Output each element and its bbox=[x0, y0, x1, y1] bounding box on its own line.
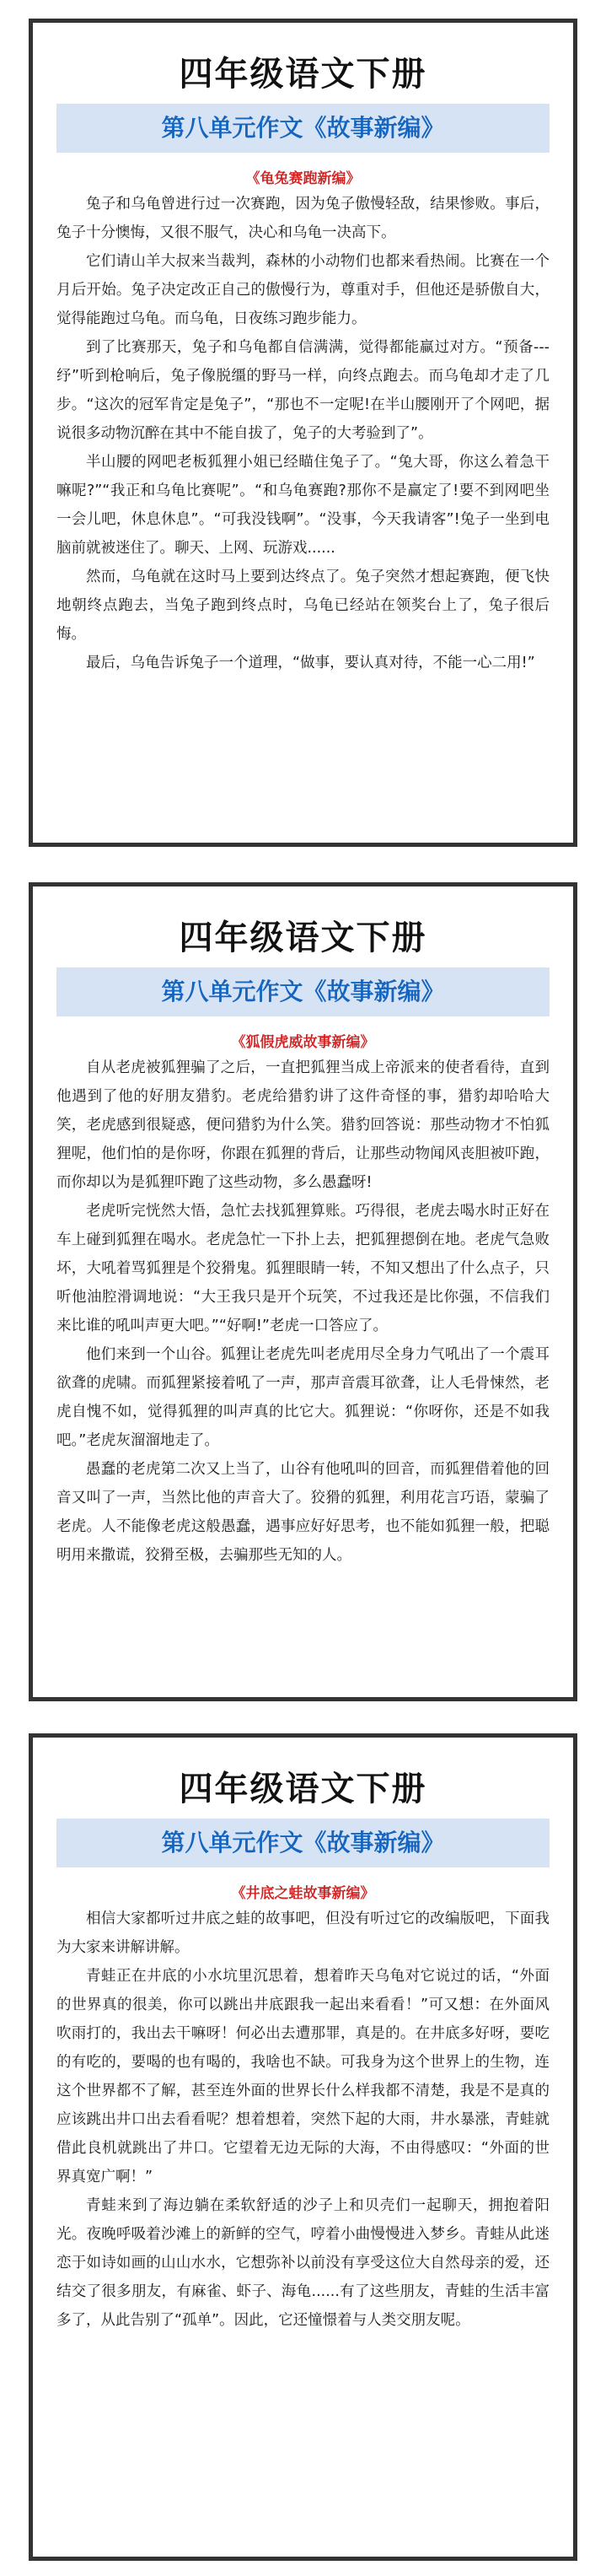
grade-title: 四年级语文下册 bbox=[179, 918, 427, 957]
story-title: 《井底之蛙故事新编》 bbox=[231, 1885, 375, 1902]
story-paragraph: 相信大家都听过井底之蛙的故事吧，但没有听过它的改编版吧，下面我为大家来讲解讲解。 bbox=[56, 1910, 550, 1956]
story-paragraph: 他们来到一个山谷。狐狸让老虎先叫老虎用尽全身力气吼出了一个震耳欲聋的虎啸。而狐狸紧接着吼了一声，那声音震耳欲聋，让人毛骨悚然，老虎自愧不如，觉得狐狸的叫声真的比它大。狐狸说：“你呀你，还是不如我吧。”老虎灰溜溜地走了。 bbox=[56, 1346, 550, 1449]
story-paragraph: 老虎听完恍然大悟，急忙去找狐狸算账。巧得很，老虎去喝水时正好在车上碰到狐狸在喝水。老虎急忙一下扑上去，把狐狸摁倒在地。老虎气急败坏，大吼着骂狐狸是个狡猾鬼。狐狸眼睛一转，不知又想出了什么点子，只听他油腔滑调地说：“大王我只是开个玩笑，不过我还是比你强，不信我们来比谁的吼叫声更大吧。”“好啊!”老虎一口答应了。 bbox=[56, 1203, 550, 1334]
story-paragraph: 半山腰的网吧老板狐狸小姐已经瞄住兔子了。“兔大哥，你这么着急干嘛呢?”“我正和乌龟比赛呢”。“和乌龟赛跑?那你不是赢定了!要不到网吧坐一会儿吧，休息休息”。“可我没钱啊”。“没事，今天我请客”!兔子一坐到电脑前就被迷住了。聊天、上网、玩游戏...... bbox=[56, 454, 550, 557]
unit-title-banner: 第八单元作文《故事新编》 bbox=[56, 967, 550, 1016]
story-card-2 bbox=[29, 882, 577, 1701]
story-title: 《狐假虎威故事新编》 bbox=[231, 1034, 375, 1051]
grade-title: 四年级语文下册 bbox=[179, 1769, 427, 1808]
story-paragraph: 自从老虎被狐狸骗了之后，一直把狐狸当成上帝派来的使者看待，直到他遇到了他的好朋友猎豹。老虎给猎豹讲了这件奇怪的事，猎豹却哈哈大笑，老虎感到很疑惑，便问猎豹为什么笑。猎豹回答说：那些动物才不怕狐狸呢，他们怕的是你呀，你跟在狐狸的背后，让那些动物闻风丧胆被吓跑，而你却以为是狐狸吓跑了这些动物，多么愚蠢呀! bbox=[56, 1059, 550, 1191]
story-title: 《龟兔赛跑新编》 bbox=[245, 170, 361, 187]
story-paragraph: 最后，乌龟告诉兔子一个道理，“做事，要认真对待，不能一心二用!” bbox=[86, 655, 535, 671]
story-paragraph: 青蛙正在井底的小水坑里沉思着，想着昨天乌龟对它说过的话，“外面的世界真的很美，你可以跳出井底跟我一起出来看看！”可又想：在外面风吹雨打的，我出去干嘛呀！何必出去遭那罪，真是的。在井底多好呀，要吃的有吃的，要喝的也有喝的，我啥也不缺。可我身为这个世界上的生物，连这个世界都不了解，甚至连外面的世界长什么样我都不清楚，我是不是真的应该跳出井口出去看看呢？想着想着，突然下起的大雨，井水暴涨，青蛙就借此良机就跳出了井口。它望着无边无际的大海，不由得感叹：“外面的世界真宽广啊！” bbox=[56, 1968, 550, 2185]
story-card-3 bbox=[29, 1733, 577, 2561]
story-paragraph: 然而，乌龟就在这时马上要到达终点了。兔子突然才想起赛跑，便飞快地朝终点跑去，当兔子跑到终点时，乌龟已经站在领奖台上了，兔子很后悔。 bbox=[56, 569, 550, 643]
unit-title-banner: 第八单元作文《故事新编》 bbox=[56, 104, 550, 153]
story-paragraph: 兔子和乌龟曾进行过一次赛跑，因为兔子傲慢轻敌，结果惨败。事后，兔子十分懊悔，又很不服气，决心和乌龟一决高下。 bbox=[56, 196, 550, 241]
story-paragraph: 愚蠢的老虎第二次又上当了，山谷有他吼叫的回音，而狐狸借着他的回音又叫了一声，当然比他的声音大了。狡猾的狐狸，利用花言巧语，蒙骗了老虎。人不能像老虎这般愚蠢，遇事应好好思考，也不能如狐狸一般，把聪明用来撒谎，狡猾至极，去骗那些无知的人。 bbox=[56, 1461, 550, 1564]
story-paragraph: 到了比赛那天，兔子和乌龟都自信满满，觉得都能赢过对方。“预备---纾”听到枪响后，兔子像脱缰的野马一样，向终点跑去。而乌龟却才走了几步。“这次的冠军肯定是兔子”，“那也不一定呢!在半山腰刚开了个网吧，据说很多动物沉醉在其中不能自拔了，兔子的大考验到了”。 bbox=[56, 339, 550, 442]
story-paragraph: 青蛙来到了海边躺在柔软舒适的沙子上和贝壳们一起聊天，拥抱着阳光。夜晚呼吸着沙滩上的新鲜的空气，哼着小曲慢慢进入梦乡。青蛙从此迷恋于如诗如画的山山水水，它想弥补以前没有享受这位大自然母亲的爱，还结交了很多朋友，有麻雀、虾子、海龟......有了这些朋友，青蛙的生活丰富多了，从此告别了“孤单”。因此，它还憧憬着与人类交朋友呢。 bbox=[56, 2197, 550, 2329]
grade-title: 四年级语文下册 bbox=[179, 54, 427, 94]
unit-title-banner: 第八单元作文《故事新编》 bbox=[56, 1819, 550, 1867]
story-paragraph: 它们请山羊大叔来当裁判，森林的小动物们也都来看热闹。比赛在一个月后开始。兔子决定改正自己的傲慢行为，尊重对手，但他还是骄傲自大，觉得能跑过乌龟。而乌龟，日夜练习跑步能力。 bbox=[56, 253, 550, 327]
story-card-1 bbox=[29, 19, 577, 847]
